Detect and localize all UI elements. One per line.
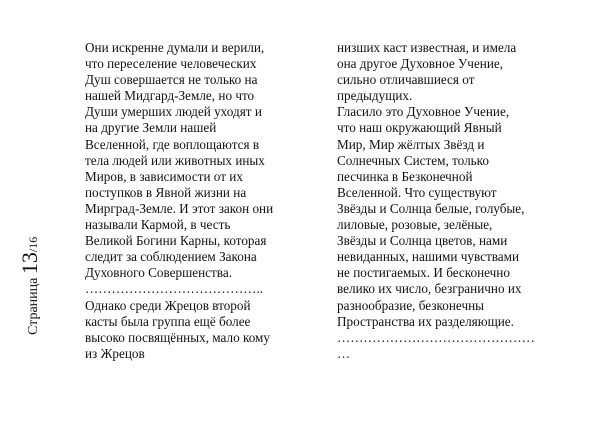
text-line: Звёзды и Солнца цветов, нами	[337, 233, 508, 249]
text-line: Миров, в зависимости от их	[85, 168, 243, 184]
text-line: сильно отличавшиеся от	[337, 72, 475, 88]
text-line: она другое Духовное Учение,	[337, 56, 504, 72]
page-number-label: Страница	[26, 277, 41, 335]
left-text-column	[85, 40, 310, 362]
text-line: невиданных, нашими чувствами	[337, 249, 520, 265]
text-line: из Жрецов	[85, 345, 145, 361]
page-number-current: 13	[17, 252, 42, 275]
separator-dots: ………………………………………	[337, 329, 535, 345]
text-line: Солнечных Систем, только	[337, 152, 490, 168]
text-line: поступков в Явной жизни на	[85, 184, 247, 200]
text-line: что наш окружающий Явный	[337, 120, 502, 136]
text-line: Миргрaд-Земле. И этот закон они	[85, 200, 274, 216]
page-number	[17, 236, 42, 335]
text-line: называли Кармой, в честь	[85, 217, 231, 233]
text-line: Мир, Мир жёлтых Звёзд и	[337, 136, 485, 152]
text-line: лиловые, розовые, зелёные,	[337, 217, 493, 233]
text-line: что переселение человеческих	[85, 56, 257, 72]
text-line: Однако среди Жрецов второй	[85, 297, 251, 313]
separator-dots: …	[337, 345, 351, 361]
text-line: следит за соблюдением Закона	[85, 249, 257, 265]
text-line: Вселенной. Что существуют	[337, 184, 497, 200]
text-line: Звёзды и Солнца белые, голубые,	[337, 200, 525, 216]
text-line: предыдущих.	[337, 88, 413, 104]
text-line: тела людей или животных иных	[85, 152, 265, 168]
page-number-total: /16	[26, 236, 40, 253]
text-line: велико их число, безгранично их	[337, 281, 522, 297]
separator-dots: …………………………………..	[85, 281, 264, 297]
text-line: Души умерших людей уходят и	[85, 104, 262, 120]
text-line: высоко посвящённых, мало кому	[85, 329, 270, 345]
text-line: Вселенной, где воплощаются в	[85, 136, 260, 152]
text-line: Пространства их разделяющие.	[337, 313, 514, 329]
text-line: на другие Земли нашей	[85, 120, 217, 136]
text-line: Гласило это Духовное Учение,	[337, 104, 510, 120]
text-line: Они искренне думали и верили,	[85, 40, 265, 55]
text-line: Душ совершается не только на	[85, 72, 258, 88]
text-line: Великой Богини Карны, которая	[85, 233, 267, 249]
text-line: нашей Мидгард-Земле, но что	[85, 88, 255, 104]
text-line: разнообразие, безконечны	[337, 297, 484, 313]
right-text-column	[337, 40, 577, 362]
text-line: Духовного Совершенства.	[85, 265, 232, 281]
text-line: низших каст известная, и имела	[337, 40, 517, 55]
text-line: песчинка в Безконечной	[337, 168, 473, 184]
text-line: не постигаемых. И бесконечно	[337, 265, 510, 281]
text-line: касты была группа ещё более	[85, 313, 251, 329]
